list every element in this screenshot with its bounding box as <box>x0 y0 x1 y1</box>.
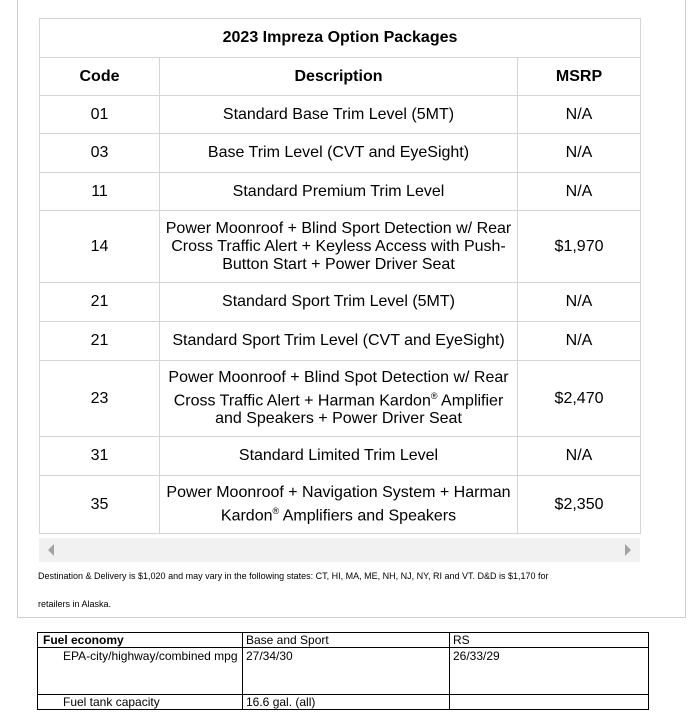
row-description: Power Moonroof + Blind Spot Detection w/ Rear Cross Traffic Alert + Harman Kardon® Amplifier and Speakers + Power Driver Seat <box>160 361 518 437</box>
table-row <box>40 361 641 437</box>
table-row <box>40 437 641 476</box>
row-description: Standard Premium Trim Level <box>160 173 518 211</box>
triangle-right-icon[interactable] <box>625 544 631 556</box>
row-description: Standard Base Trim Level (5MT) <box>160 96 518 134</box>
table-row <box>40 322 641 361</box>
row-description: Standard Sport Trim Level (CVT and EyeSight) <box>160 322 518 361</box>
row-msrp: N/A <box>518 437 641 476</box>
row-code: 14 <box>40 211 160 283</box>
row-msrp: $2,350 <box>518 476 641 534</box>
row-description: Base Trim Level (CVT and EyeSight) <box>160 134 518 173</box>
fuel-header-label: Fuel economy <box>43 633 124 647</box>
row-msrp: $1,970 <box>518 211 641 283</box>
tank-value: 16.6 gal. (all) <box>246 695 316 709</box>
table-row <box>40 173 641 211</box>
row-msrp: N/A <box>518 322 641 361</box>
row-msrp: N/A <box>518 96 641 134</box>
row-code: 21 <box>40 322 160 361</box>
row-code: 21 <box>40 283 160 322</box>
header-msrp: MSRP <box>518 58 641 96</box>
option-packages-table <box>39 18 641 534</box>
horizontal-scrollbar[interactable] <box>39 538 640 562</box>
fuel-economy-table <box>37 632 649 710</box>
table-title: 2023 Impreza Option Packages <box>40 19 641 58</box>
table-row <box>40 134 641 173</box>
table-row <box>40 211 641 283</box>
registered-mark: ® <box>430 390 438 401</box>
footnote-line-2: retailers in Alaska. <box>38 599 112 609</box>
triangle-left-icon[interactable] <box>48 544 54 556</box>
epa-rs-value: 26/33/29 <box>453 649 500 663</box>
tank-label: Fuel tank capacity <box>63 695 160 709</box>
epa-base-value: 27/34/30 <box>246 649 293 663</box>
table-row <box>40 283 641 322</box>
table-row <box>40 96 641 134</box>
row-msrp: $2,470 <box>518 361 641 437</box>
row-description: Power Moonroof + Navigation System + Harman Kardon® Amplifiers and Speakers <box>160 476 518 534</box>
row-msrp: N/A <box>518 283 641 322</box>
row-code: 31 <box>40 437 160 476</box>
row-code: 35 <box>40 476 160 534</box>
row-code: 01 <box>40 96 160 134</box>
fuel-header-base: Base and Sport <box>246 633 329 647</box>
footnote-line-1: Destination & Delivery is $1,020 and may vary in the following states: CT, HI, MA, ME, NH, NJ, NY, RI and VT. D&D is $1,170 for <box>38 571 549 581</box>
header-description: Description <box>160 58 518 96</box>
registered-mark: ® <box>272 505 280 516</box>
row-code: 23 <box>40 361 160 437</box>
row-msrp: N/A <box>518 173 641 211</box>
row-description: Power Moonroof + Blind Sport Detection w/ Rear Cross Traffic Alert + Keyless Access with Push-Button Start + Power Driver Seat <box>160 211 518 283</box>
header-row <box>40 58 641 96</box>
fuel-header-rs: RS <box>453 633 470 647</box>
header-code: Code <box>40 58 160 96</box>
table-row <box>40 476 641 534</box>
row-code: 03 <box>40 134 160 173</box>
row-description: Standard Sport Trim Level (5MT) <box>160 283 518 322</box>
epa-label: EPA-city/highway/combined mpg <box>63 649 238 663</box>
row-msrp: N/A <box>518 134 641 173</box>
row-description: Standard Limited Trim Level <box>160 437 518 476</box>
row-code: 11 <box>40 173 160 211</box>
